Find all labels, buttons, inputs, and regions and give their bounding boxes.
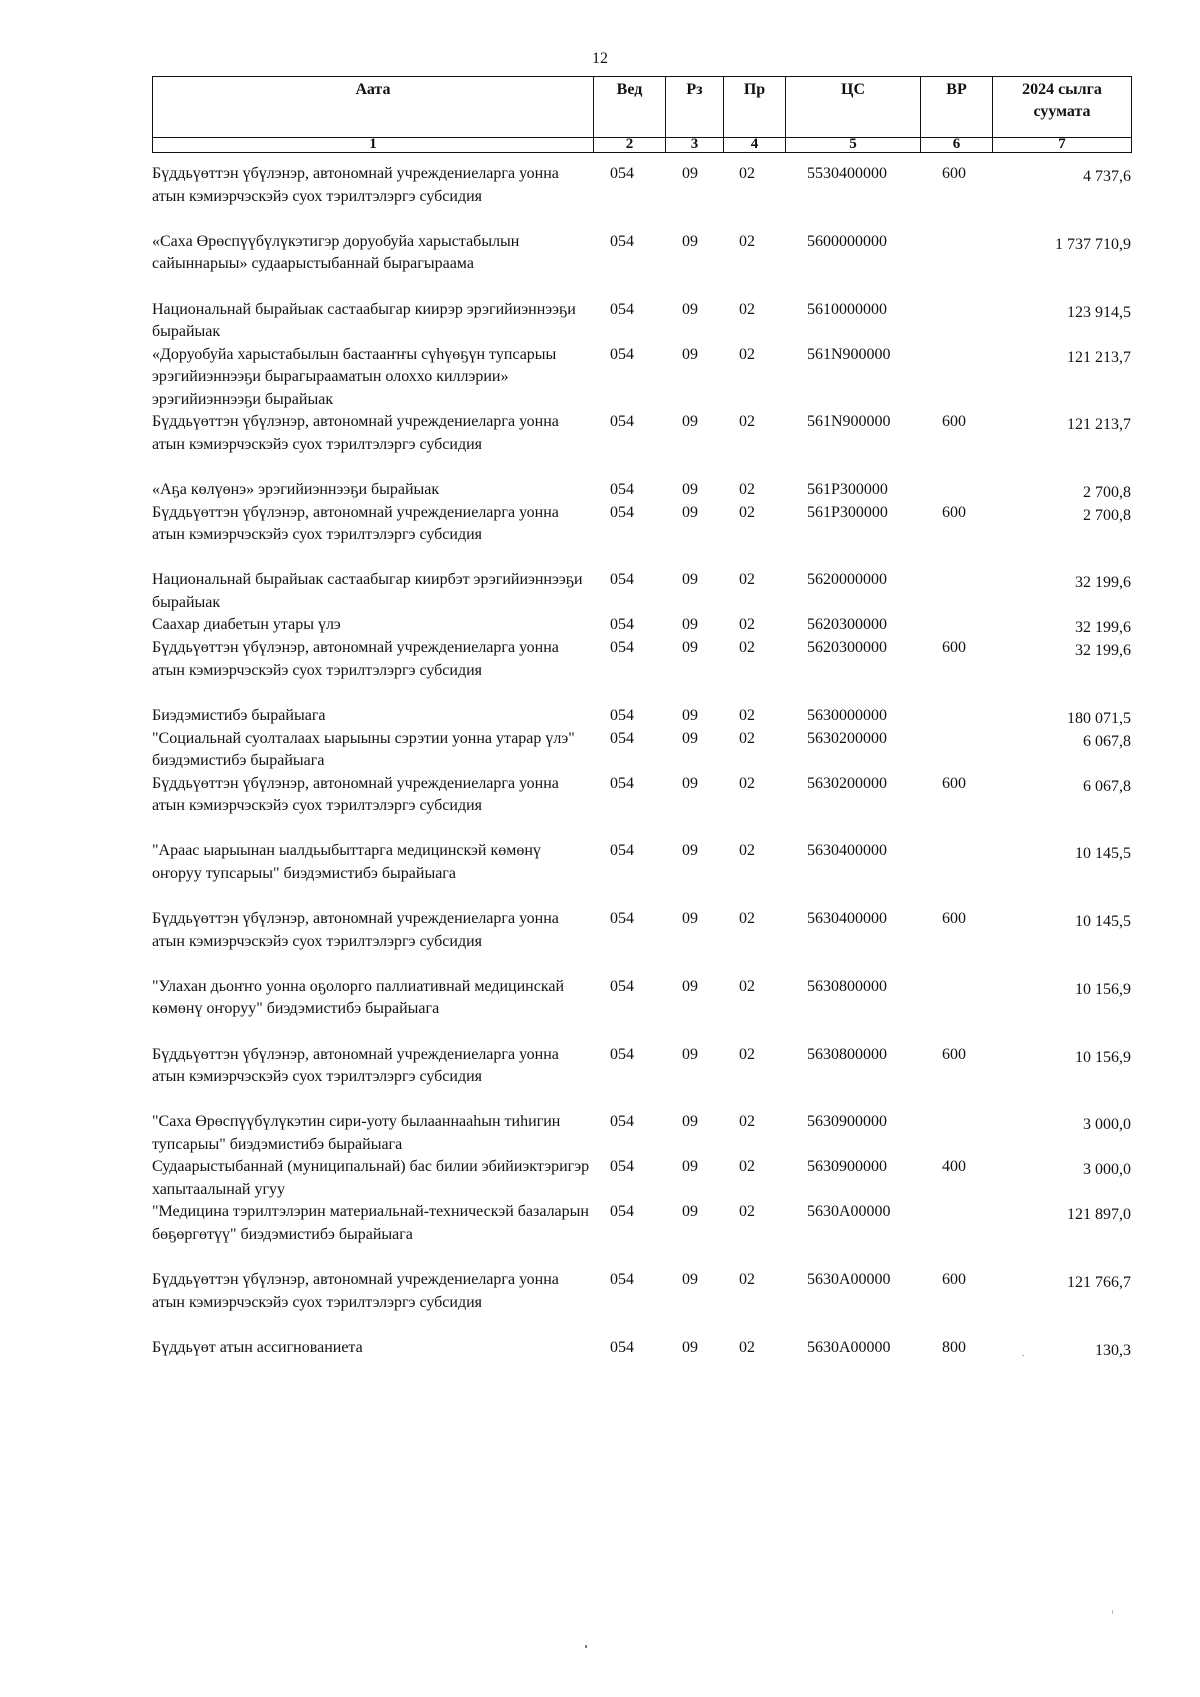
- row-ved: 054: [610, 1203, 634, 1220]
- row-cs: 5600000000: [807, 232, 887, 250]
- row-sum: 121 213,7: [1067, 348, 1131, 366]
- row-cs: 5630400000: [807, 842, 887, 859]
- row-cs: 5610000000: [807, 300, 887, 318]
- row-name: Бүддьүөттэн үбүлэнэр, автономнай учреждениеларга уонна атын кэмиэрчэскэйэ суох тэрилтэлэргэ субсидия: [152, 413, 559, 453]
- row-vr: 600: [942, 165, 966, 182]
- row-ved: 054: [610, 413, 634, 430]
- row-pr: 02: [739, 729, 755, 747]
- row-sum: 32 199,6: [1075, 574, 1131, 591]
- row-ved: 054: [610, 729, 634, 747]
- row-cs: 5630200000: [807, 774, 887, 792]
- row-sum: 3 000,0: [1083, 1116, 1131, 1133]
- table-row: [152, 344, 1131, 412]
- row-sum: 1 737 710,9: [1055, 235, 1131, 253]
- table-row: [152, 411, 1131, 479]
- row-sum: 6 067,8: [1083, 777, 1131, 795]
- row-rz: 09: [682, 1045, 698, 1063]
- row-cs: 5630800000: [807, 977, 887, 995]
- row-sum: 32 199,6: [1075, 619, 1131, 636]
- scan-speck: [1022, 1355, 1024, 1356]
- header-pr: Пр: [724, 77, 786, 138]
- row-ved: 054: [610, 1271, 634, 1288]
- row-cs: 5630000000: [807, 706, 887, 724]
- row-pr: 02: [739, 503, 755, 521]
- header-num: 4: [724, 138, 786, 153]
- row-rz: 09: [682, 706, 698, 724]
- scan-speck: [1112, 1610, 1113, 1614]
- row-rz: 09: [682, 300, 698, 318]
- row-pr: 02: [739, 165, 755, 182]
- table-row: [152, 908, 1131, 976]
- row-rz: 09: [682, 774, 698, 792]
- scan-speck: [585, 1645, 587, 1648]
- header-name: Аата: [153, 77, 594, 138]
- row-ved: 054: [610, 503, 634, 521]
- row-rz: 09: [682, 910, 698, 927]
- table-body: [152, 163, 1131, 1360]
- row-rz: 09: [682, 977, 698, 995]
- table-row: [152, 163, 1131, 231]
- row-cs: 5630900000: [807, 1113, 887, 1130]
- row-name: "Араас ыарыынан ыалдьыбыттарга медицинскэй көмөнү оҥоруу тупсарыы" биэдэмистибэ бырайыага: [152, 842, 541, 882]
- row-ved: 054: [610, 232, 634, 250]
- row-cs: 5630A00000: [807, 1271, 891, 1288]
- row-sum: 6 067,8: [1083, 732, 1131, 750]
- row-sum: 32 199,6: [1075, 642, 1131, 659]
- table-row: [152, 1156, 1131, 1201]
- table-header: [152, 76, 1132, 153]
- page-number: 12: [592, 50, 608, 67]
- row-rz: 09: [682, 842, 698, 859]
- table-row: [152, 1201, 1131, 1269]
- header-vr: ВР: [921, 77, 993, 138]
- row-rz: 09: [682, 345, 698, 363]
- table-row: [152, 637, 1131, 705]
- row-sum: 4 737,6: [1083, 168, 1131, 185]
- table-row: [152, 502, 1131, 570]
- row-vr: 600: [942, 503, 966, 521]
- row-ved: 054: [610, 616, 634, 633]
- row-vr: 600: [942, 639, 966, 656]
- row-ved: 054: [610, 977, 634, 995]
- header-num: 6: [921, 138, 993, 153]
- row-name: "Социальнай суолталаах ыарыыны сэрэтии уонна утарар үлэ" биэдэмистибэ бырайыага: [152, 729, 575, 769]
- row-vr: 600: [942, 413, 966, 430]
- row-name: «Аҕа көлүөнэ» эрэгийиэннээҕи бырайыак: [152, 480, 440, 498]
- row-rz: 09: [682, 232, 698, 250]
- table-row: [152, 728, 1131, 773]
- row-cs: 561P300000: [807, 480, 888, 498]
- row-sum: 130,3: [1095, 1342, 1131, 1359]
- row-name: Биэдэмистибэ бырайыага: [152, 706, 326, 724]
- table-row: [152, 479, 1131, 502]
- table-row: [152, 1111, 1131, 1156]
- row-pr: 02: [739, 977, 755, 995]
- row-sum: 2 700,8: [1083, 483, 1131, 501]
- row-name: Бүддьүөттэн үбүлэнэр, автономнай учреждениеларга уонна атын кэмиэрчэскэйэ суох тэрилтэлэргэ субсидия: [152, 910, 559, 950]
- row-rz: 09: [682, 1158, 698, 1175]
- header-num: 2: [594, 138, 666, 153]
- row-pr: 02: [739, 345, 755, 363]
- row-vr: 600: [942, 774, 966, 792]
- row-name: Бүддьүөттэн үбүлэнэр, автономнай учреждениеларга уонна атын кэмиэрчэскэйэ суох тэрилтэлэргэ субсидия: [152, 639, 559, 679]
- row-rz: 09: [682, 616, 698, 633]
- table-row: [152, 569, 1131, 614]
- row-sum: 121 766,7: [1067, 1274, 1131, 1291]
- table-row: [152, 1269, 1131, 1337]
- row-cs: 561P300000: [807, 503, 888, 521]
- row-pr: 02: [739, 706, 755, 724]
- row-rz: 09: [682, 165, 698, 182]
- row-pr: 02: [739, 1045, 755, 1063]
- row-cs: 5620300000: [807, 616, 887, 633]
- row-sum: 121 213,7: [1067, 416, 1131, 433]
- row-name: «Саха Өрөспүүбүлүкэтигэр доруобуйа харыстабылын сайыннарыы» судаарыстыбаннай бырагыраама: [152, 232, 520, 272]
- row-pr: 02: [739, 571, 755, 588]
- row-pr: 02: [739, 300, 755, 318]
- row-ved: 054: [610, 345, 634, 363]
- table-row: [152, 705, 1131, 728]
- row-name: Саахар диабетын утары үлэ: [152, 616, 341, 633]
- row-sum: 10 156,9: [1075, 980, 1131, 998]
- row-pr: 02: [739, 910, 755, 927]
- row-cs: 5620300000: [807, 639, 887, 656]
- row-pr: 02: [739, 1113, 755, 1130]
- row-cs: 561N900000: [807, 413, 891, 430]
- row-ved: 054: [610, 571, 634, 588]
- table-row: [152, 840, 1131, 908]
- row-name: "Медицина тэрилтэлэрин материальнай-техническэй базаларын бөҕөргөтүү" биэдэмистибэ бырайыага: [152, 1203, 589, 1243]
- table-row: [152, 1044, 1131, 1112]
- row-name: Бүддьүөттэн үбүлэнэр, автономнай учреждениеларга уонна атын кэмиэрчэскэйэ суох тэрилтэлэргэ субсидия: [152, 1045, 559, 1085]
- row-rz: 09: [682, 571, 698, 588]
- row-cs: 5630A00000: [807, 1203, 891, 1220]
- row-sum: 10 145,5: [1075, 845, 1131, 862]
- row-cs: 5620000000: [807, 571, 887, 588]
- row-ved: 054: [610, 165, 634, 182]
- table-row: [152, 299, 1131, 344]
- row-name: «Доруобуйа харыстабылын бастааҥҥы сүһүөҕүн тупсарыы эрэгийиэннээҕи бырагырааматын олоххо киллэрии» эрэгийиэннээҕи бырайыак: [152, 345, 557, 408]
- row-rz: 09: [682, 1203, 698, 1220]
- header-num: 7: [993, 138, 1132, 153]
- row-rz: 09: [682, 413, 698, 430]
- table-row: [152, 1337, 1131, 1360]
- row-name: Национальнай бырайыак састаабыгар киирэр эрэгийиэннээҕи бырайыак: [152, 300, 576, 340]
- row-pr: 02: [739, 1203, 755, 1220]
- header-cs: ЦС: [786, 77, 921, 138]
- row-cs: 5530400000: [807, 165, 887, 182]
- row-vr: 600: [942, 1271, 966, 1288]
- row-name: Бүддьүөттэн үбүлэнэр, автономнай учреждениеларга уонна атын кэмиэрчэскэйэ суох тэрилтэлэргэ субсидия: [152, 503, 559, 543]
- row-name: Бүддьүөттэн үбүлэнэр, автономнай учреждениеларга уонна атын кэмиэрчэскэйэ суох тэрилтэлэргэ субсидия: [152, 774, 559, 814]
- row-pr: 02: [739, 1339, 755, 1356]
- row-rz: 09: [682, 729, 698, 747]
- row-sum: 2 700,8: [1083, 506, 1131, 524]
- row-sum: 121 897,0: [1067, 1206, 1131, 1223]
- row-cs: 5630900000: [807, 1158, 887, 1175]
- row-sum: 10 145,5: [1075, 913, 1131, 930]
- row-rz: 09: [682, 1339, 698, 1356]
- row-rz: 09: [682, 639, 698, 656]
- row-name: Бүддьүөттэн үбүлэнэр, автономнай учреждениеларга уонна атын кэмиэрчэскэйэ суох тэрилтэлэргэ субсидия: [152, 1271, 559, 1311]
- row-pr: 02: [739, 232, 755, 250]
- row-ved: 054: [610, 774, 634, 792]
- row-pr: 02: [739, 413, 755, 430]
- row-sum: 10 156,9: [1075, 1048, 1131, 1066]
- row-ved: 054: [610, 706, 634, 724]
- row-rz: 09: [682, 1113, 698, 1130]
- row-ved: 054: [610, 1113, 634, 1130]
- row-pr: 02: [739, 480, 755, 498]
- row-ved: 054: [610, 842, 634, 859]
- row-cs: 561N900000: [807, 345, 891, 363]
- row-name: Национальнай бырайыак састаабыгар киирбэт эрэгийиэннээҕи бырайыак: [152, 571, 583, 611]
- row-vr: 800: [942, 1339, 966, 1356]
- header-num: 3: [666, 138, 724, 153]
- row-vr: 600: [942, 910, 966, 927]
- table-row: [152, 773, 1131, 841]
- row-ved: 054: [610, 1339, 634, 1356]
- table-row: [152, 614, 1131, 637]
- row-cs: 5630400000: [807, 910, 887, 927]
- row-pr: 02: [739, 774, 755, 792]
- row-ved: 054: [610, 480, 634, 498]
- row-pr: 02: [739, 842, 755, 859]
- header-num: 5: [786, 138, 921, 153]
- row-ved: 054: [610, 1158, 634, 1175]
- row-pr: 02: [739, 639, 755, 656]
- row-pr: 02: [739, 1271, 755, 1288]
- row-ved: 054: [610, 910, 634, 927]
- row-sum: 3 000,0: [1083, 1161, 1131, 1178]
- row-cs: 5630800000: [807, 1045, 887, 1063]
- row-rz: 09: [682, 480, 698, 498]
- row-cs: 5630A00000: [807, 1339, 891, 1356]
- table-row: [152, 231, 1131, 299]
- row-pr: 02: [739, 1158, 755, 1175]
- row-cs: 5630200000: [807, 729, 887, 747]
- header-num: 1: [153, 138, 594, 153]
- row-rz: 09: [682, 1271, 698, 1288]
- row-name: Судаарыстыбаннай (муниципальнай) бас билии эбийиэктэригэр хапытаалынай угуу: [152, 1158, 590, 1198]
- row-sum: 180 071,5: [1067, 709, 1131, 727]
- row-name: Бүддьүөттэн үбүлэнэр, автономнай учреждениеларга уонна атын кэмиэрчэскэйэ суох тэрилтэлэргэ субсидия: [152, 165, 559, 205]
- row-vr: 400: [942, 1158, 966, 1175]
- row-ved: 054: [610, 300, 634, 318]
- header-rz: Рз: [666, 77, 724, 138]
- table-row: [152, 976, 1131, 1044]
- header-sum: 2024 сылга суумата: [993, 77, 1132, 138]
- row-name: "Улахан дьоҥҥо уонна оҕолорго паллиативнай медицинскай көмөнү оҥоруу" биэдэмистибэ бырайыага: [152, 977, 565, 1017]
- header-ved: Вед: [594, 77, 666, 138]
- row-name: "Саха Өрөспүүбүлүкэтин сири-уоту былааннааһын тиһигин тупсарыы" биэдэмистибэ бырайыага: [152, 1113, 561, 1153]
- row-name: Бүддьүөт атын ассигнованиета: [152, 1339, 363, 1356]
- row-pr: 02: [739, 616, 755, 633]
- row-vr: 600: [942, 1045, 966, 1063]
- row-ved: 054: [610, 1045, 634, 1063]
- row-rz: 09: [682, 503, 698, 521]
- row-ved: 054: [610, 639, 634, 656]
- row-sum: 123 914,5: [1067, 303, 1131, 321]
